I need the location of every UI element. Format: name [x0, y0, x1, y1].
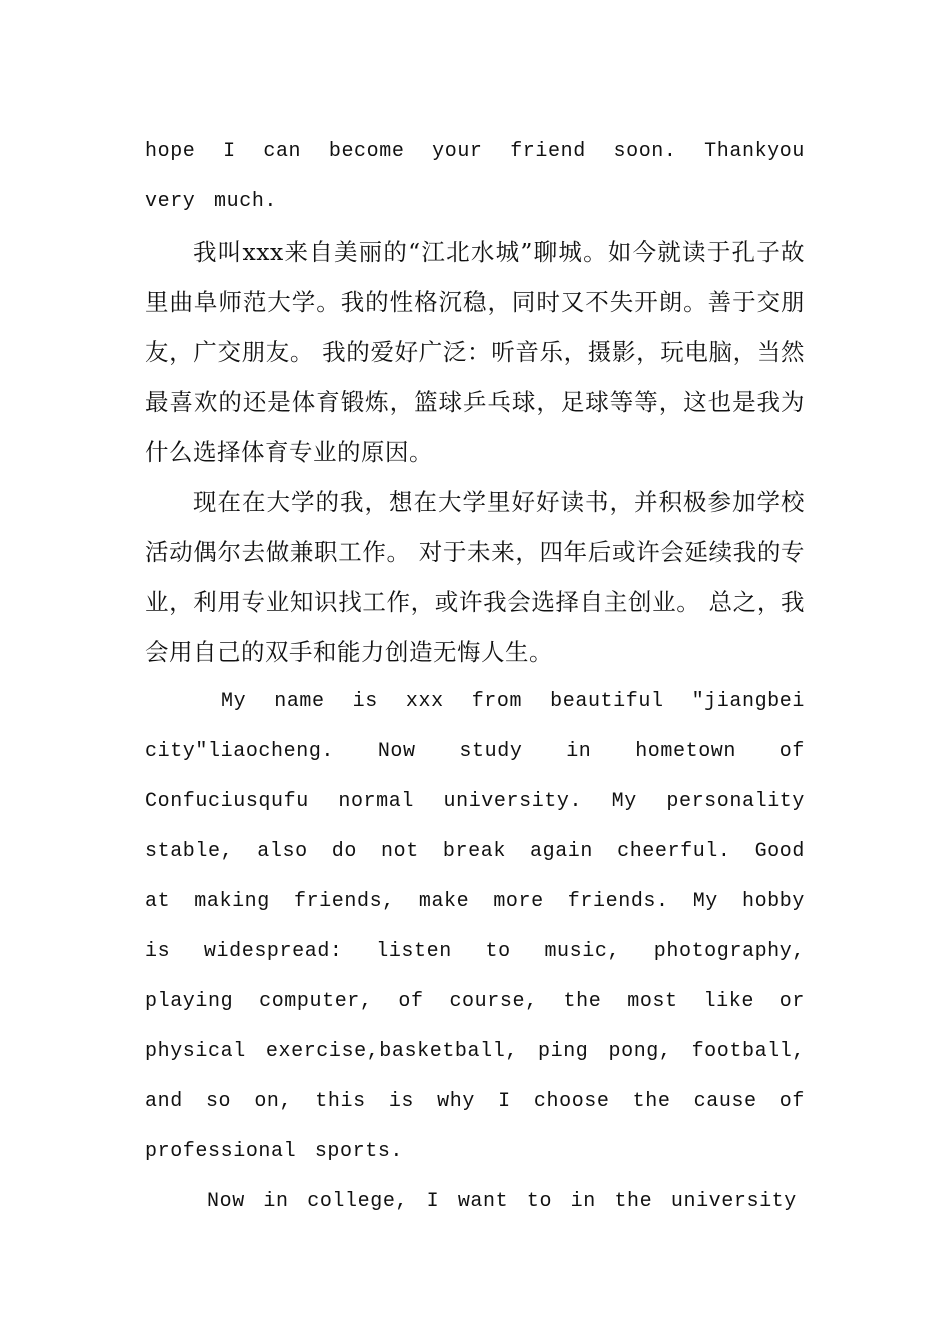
paragraph-chinese-intro: 我叫xxx来自美丽的“江北水城”聊城。如今就读于孔子故里曲阜师范大学。我的性格沉稳，同时又不失开朗。善于交朋友，广交朋友。 我的爱好广泛：听音乐，摄影，玩电脑，当然最喜欢的还是体育锻炼，篮球乒乓球，足球等等，这也是我为什么选择体育专业的原因。 [145, 238, 805, 466]
paragraph-chinese-plans: 现在在大学的我，想在大学里好好读书，并积极参加学校活动偶尔去做兼职工作。 对于未来，四年后或许会延续我的专业，利用专业知识找工作，或许我会选择自主创业。 总之，我会用自己的双手和能力创造无悔人生。 [145, 488, 805, 666]
paragraph-english-closing: hope I can become your friend soon. Thankyou very much. [145, 140, 805, 213]
paragraph-english-intro: My name is xxx from beautiful "jiangbei city"liaocheng. Now study in hometown of Confuciusqufu normal university. My personality stable, also do not break again cheerful. Good at making friends, make more friends. My hobby is widespread: listen to music, photography, playing computer, of course, the most like or physical exercise,basketball, ping pong, football, and so on, this is why I choose the cause of professional sports. [145, 690, 805, 1163]
document-body [145, 127, 805, 1227]
paragraph-english-plans: Now in college, I want to in the university [207, 1190, 797, 1213]
